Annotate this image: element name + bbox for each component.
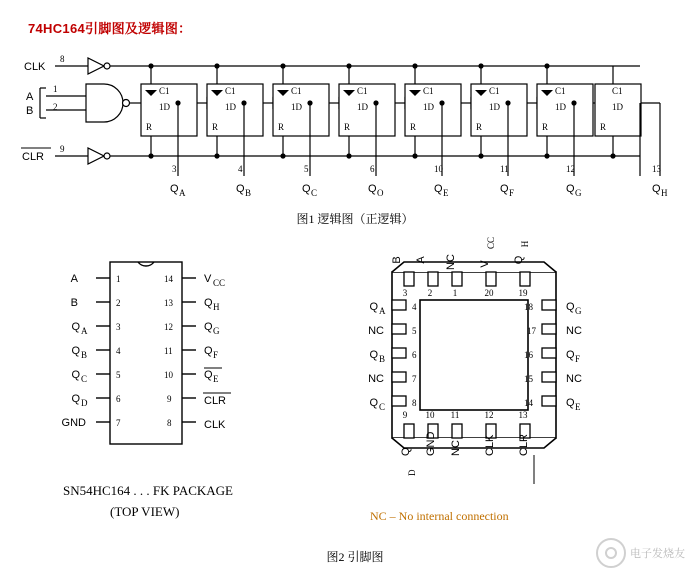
fk-left-pin-8: 8: [412, 398, 417, 408]
input-pin-b: 2: [53, 102, 58, 112]
output-name: Q: [170, 183, 179, 195]
dip-package-body: [96, 262, 196, 444]
output-name: Q: [566, 183, 575, 195]
fk-top-pin-3: 3: [402, 288, 408, 298]
fk-left-sub-8: C: [379, 402, 386, 412]
output-name: Q: [236, 183, 245, 195]
fk-left-pin-7: 7: [412, 374, 417, 384]
fk-left-pin-6: 6: [412, 350, 417, 360]
stage-c1-label: C1: [225, 86, 236, 96]
watermark-logo-icon: [596, 538, 626, 568]
dip-left-sub-3: A: [81, 326, 88, 336]
stage-d-label: 1D: [225, 102, 236, 112]
stage-r-label: R: [344, 122, 351, 132]
dip-left-label-3: Q: [71, 321, 80, 333]
dip-right-sub-13: H: [213, 302, 220, 312]
output-name: Q: [368, 183, 377, 195]
figure2-caption: 图2 引脚图: [326, 550, 384, 564]
stage-r-label: R: [212, 122, 219, 132]
fk-right-pin-17: 17: [527, 326, 536, 336]
input-label-clk: CLK: [24, 61, 46, 73]
watermark: [596, 538, 685, 568]
fk-bottom-label-10: GND: [425, 431, 437, 456]
stage-r-label: R: [146, 122, 153, 132]
dip-left-pin-7: 7: [116, 418, 121, 428]
output-sub: C: [311, 188, 318, 198]
input-label-b: B: [26, 105, 34, 117]
fk-top-pin-19: 19: [518, 288, 528, 298]
dip-left-label-4: Q: [71, 345, 80, 357]
output-pin: 4: [238, 164, 243, 174]
fk-right-pin-16: 16: [524, 350, 533, 360]
fk-nc-note: NC – No internal connection: [370, 509, 509, 523]
fk-right-label-18: Q: [566, 301, 575, 313]
input-pin-clk: 8: [60, 54, 65, 64]
stage-d-label: 1D: [555, 102, 566, 112]
fk-top-pin-2: 2: [427, 288, 433, 298]
dip-right-pin-10: 10: [164, 370, 173, 380]
dip-left-label-7: GND: [61, 417, 86, 429]
fk-right-label-15: NC: [566, 373, 582, 385]
output-sub: F: [509, 188, 515, 198]
figure1-caption: 图1 逻辑图（正逻辑）: [296, 212, 414, 226]
stage-c1-label: C1: [423, 86, 434, 96]
dip-right-label-10: Q: [204, 369, 213, 381]
stage-c1-label: C1: [291, 86, 302, 96]
fk-top-pin-20: 20: [484, 288, 494, 298]
dip-left-pin-5: 5: [116, 370, 121, 380]
fk-left-sub-4: A: [379, 306, 386, 316]
fk-left-pin-4: 4: [412, 302, 417, 312]
stage-d-label: 1D: [423, 102, 434, 112]
dip-left-sub-4: B: [81, 350, 88, 360]
dip-right-pin-9: 9: [167, 394, 172, 404]
fk-left-sub-6: B: [379, 354, 386, 364]
dip-right-sub-14: CC: [213, 278, 226, 288]
fk-bottom-label-13: CLR: [518, 433, 530, 456]
output-pin: 6: [370, 164, 375, 174]
dip-right-pin-12: 12: [164, 322, 173, 332]
fk-bottom-pin-12: 12: [484, 410, 494, 420]
fk-bottom-label-12: CLK: [484, 434, 496, 456]
dip-left-pin-3: 3: [116, 322, 121, 332]
fk-bottom-pin-11: 11: [450, 410, 460, 420]
stage-c1-label: C1: [555, 86, 566, 96]
stage-d-label: 1D: [291, 102, 302, 112]
output-pin: 11: [500, 164, 509, 174]
dip-right-label-13: Q: [204, 297, 213, 309]
fk-right-label-16: Q: [566, 349, 575, 361]
dip-right-pin-14: 14: [164, 274, 173, 284]
output-pin: 12: [566, 164, 575, 174]
fk-left-label-6: Q: [369, 349, 378, 361]
stage-d-label: 1D: [489, 102, 500, 112]
stage-r-label: R: [410, 122, 417, 132]
fk-bottom-pin-10: 10: [425, 410, 435, 420]
logic-output-labels: [170, 164, 668, 198]
dip-left-label-2: B: [70, 297, 78, 309]
dip-right-pin-8: 8: [167, 418, 172, 428]
fk-top-sub-20: CC: [486, 236, 496, 250]
input-pin-a: 1: [53, 84, 58, 94]
dip-right-sub-10: E: [213, 374, 219, 384]
fk-top-label-1: NC: [445, 254, 457, 270]
stage-r-label: R: [542, 122, 549, 132]
dip-right-label-14: V: [204, 273, 212, 285]
fk-right-label-17: NC: [566, 325, 582, 337]
watermark-text: 电子发烧友: [630, 548, 685, 560]
input-label-a: A: [26, 91, 34, 103]
output-pin: 5: [304, 164, 309, 174]
dip-right-label-9: CLR: [204, 395, 227, 407]
dip-right-label-11: Q: [204, 345, 213, 357]
stage-c1-label: C1: [357, 86, 368, 96]
dip-package-view: (TOP VIEW): [110, 504, 180, 519]
stage-r-label: R: [278, 122, 285, 132]
dip-right-label-8: CLK: [204, 419, 226, 431]
output-name: Q: [302, 183, 311, 195]
dip-right-pin-13: 13: [164, 298, 173, 308]
dip-left-label-1: A: [70, 273, 78, 285]
stage-r-label: R: [476, 122, 483, 132]
fk-left-label-8: Q: [369, 397, 378, 409]
logic-input-labels: [21, 54, 65, 163]
fk-right-pin-15: 15: [524, 374, 533, 384]
fk-right-sub-16: F: [575, 354, 581, 364]
dip-right-pin-11: 11: [164, 346, 173, 356]
input-label-clr: CLR: [22, 151, 45, 163]
output-pin: 3: [172, 164, 177, 174]
fk-left-label-7: NC: [368, 373, 384, 385]
stage-r-label: R: [600, 122, 607, 132]
fk-left-pin-5: 5: [412, 326, 417, 336]
fk-top-pin-1: 1: [452, 288, 458, 298]
fk-bottom-sub-9: D: [407, 469, 417, 476]
fk-bottom-label-11: NC: [450, 440, 462, 456]
stage-c1-label: C1: [612, 86, 623, 96]
dip-left-pin-4: 4: [116, 346, 121, 356]
stage-d-label: 1D: [357, 102, 368, 112]
input-pin-clr: 9: [60, 144, 65, 154]
dip-left-label-5: Q: [71, 369, 80, 381]
page-title: 74HC164引脚图及逻辑图：: [28, 21, 192, 36]
stage-d-label: 1D: [159, 102, 170, 112]
output-sub: H: [661, 188, 668, 198]
fk-bottom-pin-9: 9: [402, 410, 408, 420]
dip-package-name: SN54HC164 . . . FK PACKAGE: [63, 483, 233, 498]
fk-top-label-3: B: [391, 256, 403, 264]
fk-right-sub-18: G: [575, 306, 582, 316]
output-sub: B: [245, 188, 252, 198]
output-sub: G: [575, 188, 582, 198]
fk-top-label-2: A: [415, 256, 427, 264]
output-name: Q: [434, 183, 443, 195]
fk-top-label-20: V: [479, 260, 491, 268]
fk-bottom-pin-13: 13: [518, 410, 528, 420]
dip-right-sub-11: F: [213, 350, 219, 360]
dip-right-sub-12: G: [213, 326, 220, 336]
output-name: Q: [652, 183, 661, 195]
dip-left-sub-6: D: [81, 398, 88, 408]
dip-right-label-12: Q: [204, 321, 213, 333]
fk-bottom-label-9: Q: [400, 447, 412, 456]
dip-left-sub-5: C: [81, 374, 88, 384]
fk-right-label-14: Q: [566, 397, 575, 409]
output-sub: A: [179, 188, 186, 198]
stage-c1-label: C1: [489, 86, 500, 96]
fk-right-sub-14: E: [575, 402, 581, 412]
stage-c1-label: C1: [159, 86, 170, 96]
dip-left-pin-2: 2: [116, 298, 121, 308]
dip-left-label-6: Q: [71, 393, 80, 405]
fk-top-label-19: Q: [513, 255, 525, 265]
output-pin: 10: [434, 164, 443, 174]
fk-left-label-4: Q: [369, 301, 378, 313]
fk-left-label-5: NC: [368, 325, 384, 337]
dip-left-pin-1: 1: [116, 274, 121, 284]
fk-right-pin-18: 18: [524, 302, 533, 312]
output-sub: O: [377, 188, 384, 198]
fk-top-sub-19: H: [520, 240, 530, 248]
output-pin: 13: [652, 164, 661, 174]
dip-left-pin-6: 6: [116, 394, 121, 404]
fk-right-pin-14: 14: [524, 398, 533, 408]
output-sub: E: [443, 188, 449, 198]
stage-d-label: 1D: [612, 102, 623, 112]
output-name: Q: [500, 183, 509, 195]
